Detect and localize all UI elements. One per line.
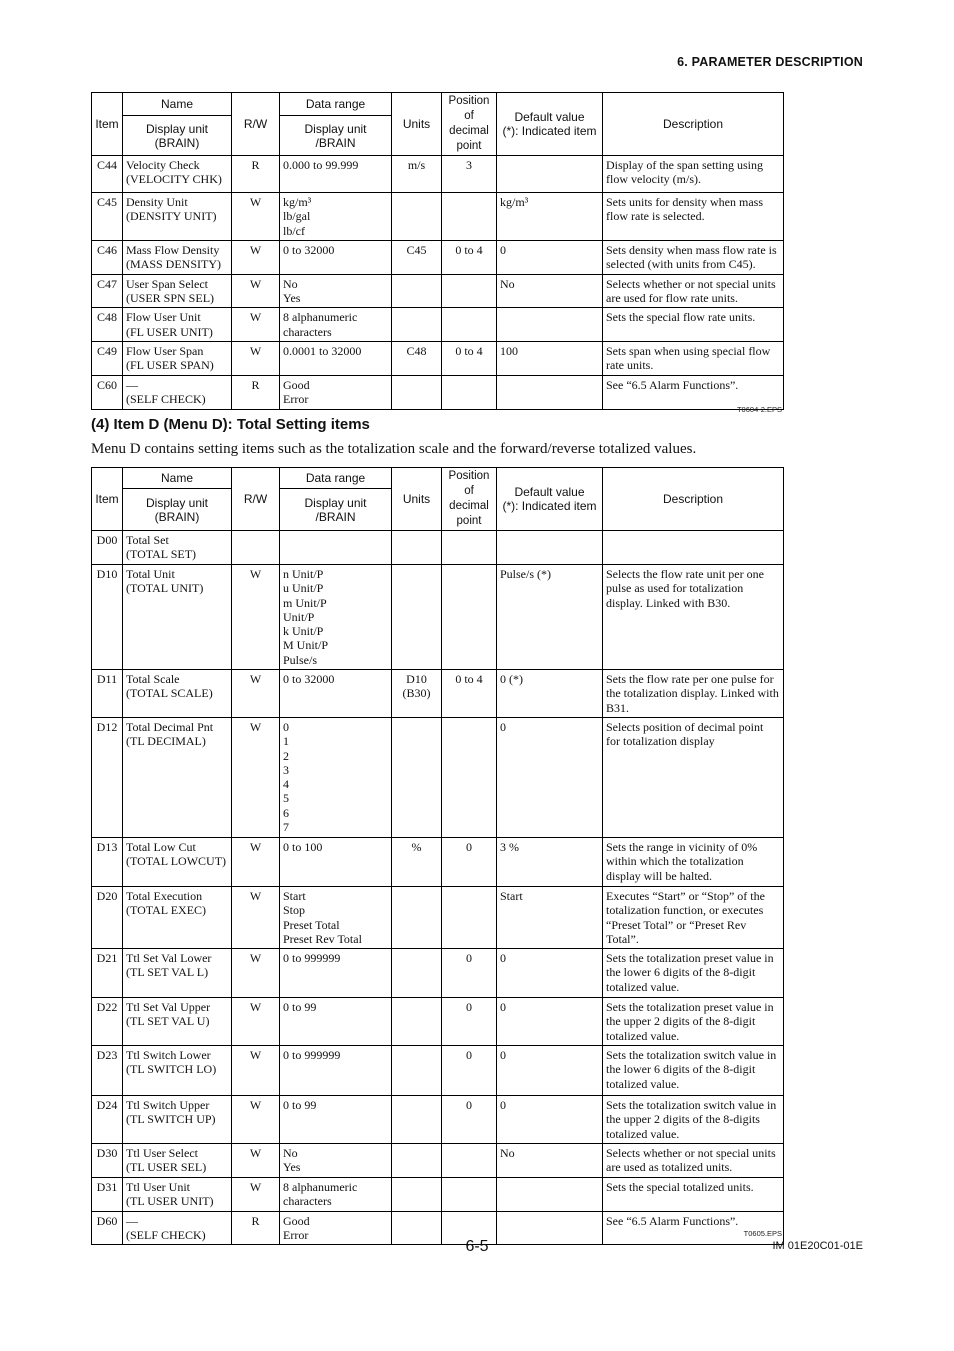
- decimal-position-cell: 0: [442, 1096, 497, 1144]
- description-cell: See “6.5 Alarm Functions”.: [603, 376, 784, 410]
- decimal-position-cell: 0 to 4: [442, 240, 497, 274]
- table-row: [92, 1096, 784, 1144]
- table-row: [92, 1178, 784, 1212]
- header-display-unit-range: Display unit /BRAIN: [280, 116, 392, 156]
- units-cell: [392, 998, 442, 1046]
- item-cell: D31: [92, 1178, 123, 1212]
- units-cell: [392, 308, 442, 342]
- units-cell: [392, 193, 442, 241]
- rw-cell: W: [232, 837, 280, 886]
- rw-cell: R: [232, 1211, 280, 1245]
- table-row: [92, 531, 784, 565]
- item-cell: D10: [92, 565, 123, 670]
- description-cell: Selects whether or not special units are used as totalized units.: [603, 1144, 784, 1178]
- header-name: Name: [123, 93, 232, 116]
- rw-cell: W: [232, 949, 280, 998]
- data-range-cell: 0 to 99: [280, 998, 392, 1046]
- data-range-cell: 0.000 to 99.999: [280, 156, 392, 193]
- default-value-cell: 100: [497, 342, 603, 376]
- document-id: IM 01E20C01-01E: [772, 1240, 863, 1252]
- description-cell: Sets the totalization switch value in the lower 6 digits of the 8-digit totalized value.: [603, 1046, 784, 1096]
- name-cell: Ttl User Unit (TL USER UNIT): [123, 1178, 232, 1212]
- default-value-cell: 0: [497, 998, 603, 1046]
- default-value-cell: [497, 156, 603, 193]
- data-range-cell: 0 to 999999: [280, 1046, 392, 1096]
- decimal-position-cell: [442, 193, 497, 241]
- table-row: [92, 565, 784, 670]
- name-cell: Ttl Switch Lower (TL SWITCH LO): [123, 1046, 232, 1096]
- header-units: Units: [392, 93, 442, 156]
- default-value-cell: 0: [497, 240, 603, 274]
- item-cell: C60: [92, 376, 123, 410]
- units-cell: [392, 949, 442, 998]
- table-row: [92, 156, 784, 193]
- decimal-position-cell: 0 to 4: [442, 342, 497, 376]
- table-c-body: [92, 156, 784, 410]
- default-value-cell: [497, 308, 603, 342]
- item-cell: D20: [92, 886, 123, 948]
- item-cell: D23: [92, 1046, 123, 1096]
- data-range-cell: 0 1 2 3 4 5 6 7: [280, 717, 392, 837]
- data-range-cell: Start Stop Preset Total Preset Rev Total: [280, 886, 392, 948]
- section-text: Menu D contains setting items such as the totalization scale and the forward/reverse totalized values.: [91, 441, 697, 457]
- name-cell: — (SELF CHECK): [123, 376, 232, 410]
- units-cell: [392, 274, 442, 308]
- units-cell: m/s: [392, 156, 442, 193]
- rw-cell: W: [232, 240, 280, 274]
- units-cell: [392, 376, 442, 410]
- item-cell: D00: [92, 531, 123, 565]
- units-cell: [392, 717, 442, 837]
- table-row: [92, 949, 784, 998]
- default-value-cell: 0: [497, 949, 603, 998]
- name-cell: — (SELF CHECK): [123, 1211, 232, 1245]
- table-row: [92, 274, 784, 308]
- rw-cell: W: [232, 1178, 280, 1212]
- rw-cell: W: [232, 1096, 280, 1144]
- data-range-cell: 0 to 32000: [280, 240, 392, 274]
- decimal-position-cell: [442, 531, 497, 565]
- name-cell: Velocity Check (VELOCITY CHK): [123, 156, 232, 193]
- default-value-cell: 0: [497, 1046, 603, 1096]
- units-cell: C48: [392, 342, 442, 376]
- rw-cell: W: [232, 308, 280, 342]
- data-range-cell: 0 to 99: [280, 1096, 392, 1144]
- units-cell: D10 (B30): [392, 670, 442, 718]
- description-cell: Sets density when mass flow rate is selected (with units from C45).: [603, 240, 784, 274]
- description-cell: Sets the totalization switch value in the upper 2 digits of the 8-digits totalized value.: [603, 1096, 784, 1144]
- decimal-position-cell: [442, 1144, 497, 1178]
- name-cell: Total Decimal Pnt (TL DECIMAL): [123, 717, 232, 837]
- item-cell: C48: [92, 308, 123, 342]
- default-value-cell: Start: [497, 886, 603, 948]
- description-cell: Sets the totalization preset value in the lower 6 digits of the 8-digit totalized value.: [603, 949, 784, 998]
- rw-cell: W: [232, 274, 280, 308]
- description-cell: Sets the totalization preset value in the upper 2 digits of the 8-digit totalized value.: [603, 998, 784, 1046]
- section-title: (4) Item D (Menu D): Total Setting items: [91, 416, 370, 433]
- data-range-cell: 0 to 32000: [280, 670, 392, 718]
- table-row: [92, 376, 784, 410]
- units-cell: [392, 565, 442, 670]
- parameter-table-c: [91, 92, 784, 410]
- rw-cell: [232, 531, 280, 565]
- data-range-cell: 8 alphanumeric characters: [280, 1178, 392, 1212]
- table-row: [92, 342, 784, 376]
- decimal-position-cell: [442, 376, 497, 410]
- description-cell: Selects the flow rate unit per one pulse as used for totalization display. Linked with B30.: [603, 565, 784, 670]
- name-cell: Ttl Set Val Upper (TL SET VAL U): [123, 998, 232, 1046]
- rw-cell: R: [232, 156, 280, 193]
- default-value-cell: kg/m³: [497, 193, 603, 241]
- header-display-unit-range: Display unit /BRAIN: [280, 489, 392, 531]
- decimal-position-cell: [442, 565, 497, 670]
- header-item: Item: [92, 93, 123, 156]
- units-cell: %: [392, 837, 442, 886]
- name-cell: Flow User Span (FL USER SPAN): [123, 342, 232, 376]
- item-cell: C47: [92, 274, 123, 308]
- header-display-unit: Display unit (BRAIN): [123, 116, 232, 156]
- rw-cell: R: [232, 376, 280, 410]
- table-row: [92, 1046, 784, 1096]
- name-cell: Total Execution (TOTAL EXEC): [123, 886, 232, 948]
- header-display-unit: Display unit (BRAIN): [123, 489, 232, 531]
- item-cell: C44: [92, 156, 123, 193]
- name-cell: Total Unit (TOTAL UNIT): [123, 565, 232, 670]
- data-range-cell: 8 alphanumeric characters: [280, 308, 392, 342]
- item-cell: D24: [92, 1096, 123, 1144]
- table-code-c: T0604-2.EPS: [736, 405, 782, 414]
- table-row: [92, 240, 784, 274]
- name-cell: Ttl User Select (TL USER SEL): [123, 1144, 232, 1178]
- rw-cell: W: [232, 1144, 280, 1178]
- header-name: Name: [123, 468, 232, 489]
- item-cell: D12: [92, 717, 123, 837]
- rw-cell: W: [232, 342, 280, 376]
- default-value-cell: 0 (*): [497, 670, 603, 718]
- description-cell: Sets the special flow rate units.: [603, 308, 784, 342]
- units-cell: C45: [392, 240, 442, 274]
- data-range-cell: No Yes: [280, 1144, 392, 1178]
- table-d-body: [92, 531, 784, 1245]
- table-code-d: T0605.EPS: [743, 1229, 782, 1238]
- name-cell: Mass Flow Density (MASS DENSITY): [123, 240, 232, 274]
- decimal-position-cell: 0 to 4: [442, 670, 497, 718]
- description-cell: Sets span when using special flow rate units.: [603, 342, 784, 376]
- item-cell: D21: [92, 949, 123, 998]
- description-cell: Sets the special totalized units.: [603, 1178, 784, 1212]
- decimal-position-cell: [442, 274, 497, 308]
- data-range-cell: n Unit/P u Unit/P m Unit/P Unit/P k Unit/P M Unit/P Pulse/s: [280, 565, 392, 670]
- default-value-cell: Pulse/s (*): [497, 565, 603, 670]
- description-cell: Display of the span setting using flow velocity (m/s).: [603, 156, 784, 193]
- item-cell: C45: [92, 193, 123, 241]
- data-range-cell: kg/m³ lb/gal lb/cf: [280, 193, 392, 241]
- data-range-cell: 0 to 100: [280, 837, 392, 886]
- description-cell: See “6.5 Alarm Functions”.: [603, 1211, 784, 1245]
- units-cell: [392, 1144, 442, 1178]
- decimal-position-cell: 0: [442, 998, 497, 1046]
- units-cell: [392, 531, 442, 565]
- decimal-position-cell: [442, 717, 497, 837]
- data-range-cell: No Yes: [280, 274, 392, 308]
- header-default-value: Default value (*): Indicated item: [497, 93, 603, 156]
- parameter-table-d: [91, 467, 784, 1245]
- header-rw: R/W: [232, 468, 280, 531]
- default-value-cell: 0: [497, 717, 603, 837]
- header-decimal-position: Position of decimal point: [442, 468, 497, 531]
- decimal-position-cell: [442, 1178, 497, 1212]
- description-cell: [603, 531, 784, 565]
- decimal-position-cell: 0: [442, 1046, 497, 1096]
- data-range-cell: Good Error: [280, 1211, 392, 1245]
- rw-cell: W: [232, 998, 280, 1046]
- description-cell: Selects position of decimal point for totalization display: [603, 717, 784, 837]
- default-value-cell: No: [497, 1144, 603, 1178]
- item-cell: D11: [92, 670, 123, 718]
- description-cell: Sets units for density when mass flow rate is selected.: [603, 193, 784, 241]
- name-cell: Density Unit (DENSITY UNIT): [123, 193, 232, 241]
- table-row: [92, 886, 784, 948]
- decimal-position-cell: 0: [442, 949, 497, 998]
- data-range-cell: 0 to 999999: [280, 949, 392, 998]
- decimal-position-cell: 3: [442, 156, 497, 193]
- header-units: Units: [392, 468, 442, 531]
- header-data-range: Data range: [280, 468, 392, 489]
- page-header: 6. PARAMETER DESCRIPTION: [677, 55, 863, 69]
- data-range-cell: Good Error: [280, 376, 392, 410]
- table-row: [92, 1144, 784, 1178]
- header-item: Item: [92, 468, 123, 531]
- data-range-cell: 0.0001 to 32000: [280, 342, 392, 376]
- header-rw: R/W: [232, 93, 280, 156]
- header-data-range: Data range: [280, 93, 392, 116]
- header-decimal-position: Position of decimal point: [442, 93, 497, 156]
- table-row: [92, 193, 784, 241]
- name-cell: Total Set (TOTAL SET): [123, 531, 232, 565]
- decimal-position-cell: [442, 308, 497, 342]
- header-description: Description: [603, 468, 784, 531]
- rw-cell: W: [232, 886, 280, 948]
- item-cell: D30: [92, 1144, 123, 1178]
- description-cell: Sets the flow rate per one pulse for the totalization display. Linked with B31.: [603, 670, 784, 718]
- default-value-cell: No: [497, 274, 603, 308]
- rw-cell: W: [232, 717, 280, 837]
- name-cell: Total Scale (TOTAL SCALE): [123, 670, 232, 718]
- table-row: [92, 998, 784, 1046]
- description-cell: Executes “Start” or “Stop” of the totalization function, or executes “Preset Total” or “Preset Rev Total”.: [603, 886, 784, 948]
- item-cell: D60: [92, 1211, 123, 1245]
- default-value-cell: [497, 376, 603, 410]
- header-description: Description: [603, 93, 784, 156]
- default-value-cell: 3 %: [497, 837, 603, 886]
- name-cell: Total Low Cut (TOTAL LOWCUT): [123, 837, 232, 886]
- table-row: [92, 670, 784, 718]
- rw-cell: W: [232, 1046, 280, 1096]
- description-cell: Sets the range in vicinity of 0% within which the totalization display will be halted.: [603, 837, 784, 886]
- default-value-cell: 0: [497, 1096, 603, 1144]
- header-default-value: Default value (*): Indicated item: [497, 468, 603, 531]
- data-range-cell: [280, 531, 392, 565]
- rw-cell: W: [232, 565, 280, 670]
- decimal-position-cell: 0: [442, 837, 497, 886]
- item-cell: D22: [92, 998, 123, 1046]
- item-cell: C49: [92, 342, 123, 376]
- table-row: [92, 308, 784, 342]
- item-cell: D13: [92, 837, 123, 886]
- default-value-cell: [497, 531, 603, 565]
- table-row: [92, 837, 784, 886]
- units-cell: [392, 1178, 442, 1212]
- units-cell: [392, 1096, 442, 1144]
- rw-cell: W: [232, 193, 280, 241]
- description-cell: Selects whether or not special units are used for flow rate units.: [603, 274, 784, 308]
- name-cell: Ttl Set Val Lower (TL SET VAL L): [123, 949, 232, 998]
- rw-cell: W: [232, 670, 280, 718]
- name-cell: Ttl Switch Upper (TL SWITCH UP): [123, 1096, 232, 1144]
- units-cell: [392, 1046, 442, 1096]
- table-row: [92, 717, 784, 837]
- name-cell: User Span Select (USER SPN SEL): [123, 274, 232, 308]
- item-cell: C46: [92, 240, 123, 274]
- decimal-position-cell: [442, 886, 497, 948]
- units-cell: [392, 886, 442, 948]
- default-value-cell: [497, 1178, 603, 1212]
- name-cell: Flow User Unit (FL USER UNIT): [123, 308, 232, 342]
- page-number: 6-5: [465, 1238, 489, 1255]
